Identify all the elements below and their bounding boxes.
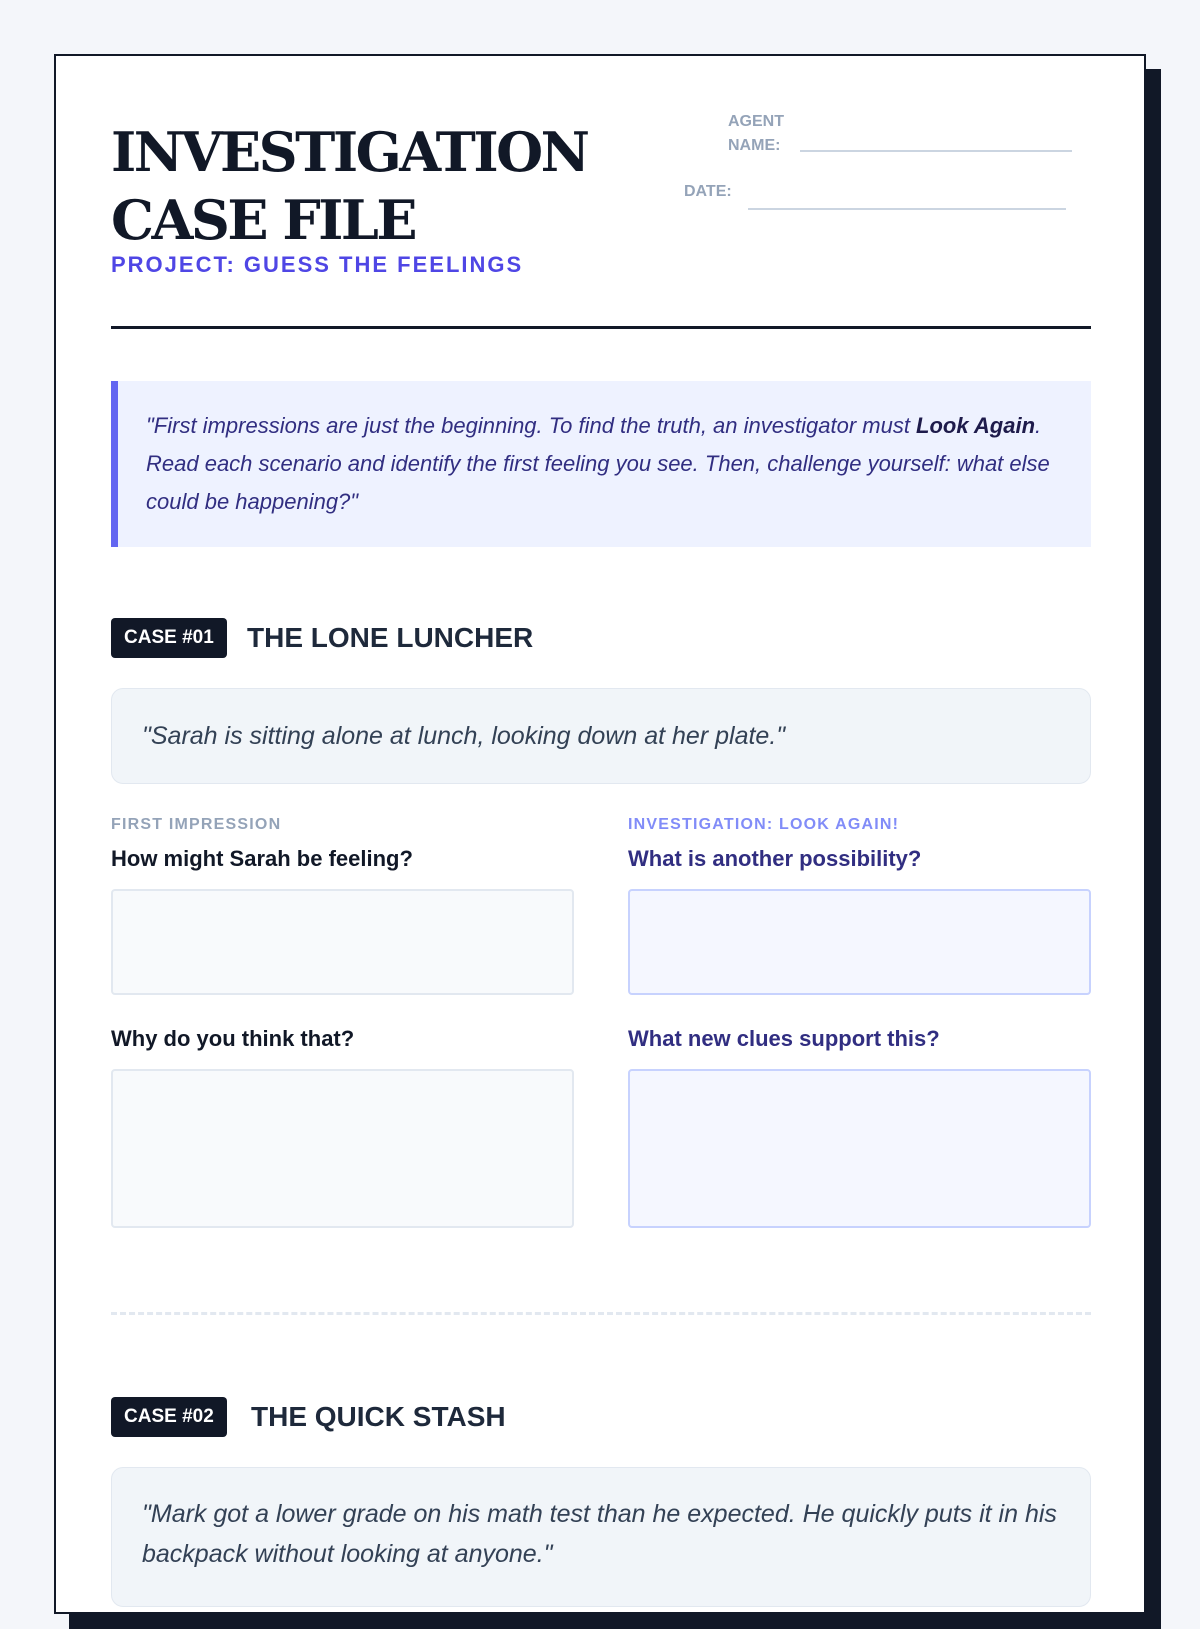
intro-emphasis: Look Again <box>916 413 1036 438</box>
agent-label-line-2: NAME: <box>728 137 781 154</box>
answer-box-why[interactable] <box>111 1069 574 1228</box>
header-divider <box>111 326 1091 329</box>
question-clues: What new clues support this? <box>628 1026 940 1051</box>
answer-box-feeling[interactable] <box>111 889 574 995</box>
case-badge: CASE #02 <box>111 1397 227 1437</box>
intro-quote <box>111 381 1091 547</box>
date-line[interactable] <box>748 208 1066 210</box>
answer-box-possibility[interactable] <box>628 889 1091 995</box>
look-again-label: INVESTIGATION: LOOK AGAIN! <box>628 816 900 833</box>
worksheet-page <box>54 54 1146 1614</box>
project-subtitle: PROJECT: GUESS THE FEELINGS <box>111 252 524 277</box>
title-line-2: CASE FILE <box>111 188 416 252</box>
case-badge: CASE #01 <box>111 618 227 658</box>
case-scenario: "Sarah is sitting alone at lunch, looking down at her plate." <box>111 688 1091 784</box>
question-why: Why do you think that? <box>111 1026 355 1051</box>
case-title: THE LONE LUNCHER <box>247 622 534 653</box>
agent-name-label <box>728 110 784 158</box>
case-title: THE QUICK STASH <box>251 1401 506 1432</box>
page-title <box>111 118 588 254</box>
date-label: DATE: <box>684 183 732 200</box>
agent-name-line[interactable] <box>800 150 1072 152</box>
intro-text-part-2: . Read each scenario and identify the first feeling you see. Then, challenge yourself: what else could be happening?" <box>146 413 1050 514</box>
title-line-1: INVESTIGATION <box>111 120 588 184</box>
question-possibility: What is another possibility? <box>628 846 922 871</box>
intro-text-part-1: "First impressions are just the beginning. To find the truth, an investigator must <box>146 413 917 438</box>
agent-label-line-1: AGENT <box>728 113 784 130</box>
answer-box-clues[interactable] <box>628 1069 1091 1228</box>
question-feeling: How might Sarah be feeling? <box>111 846 413 871</box>
case-divider <box>111 1312 1091 1315</box>
first-impression-label: FIRST IMPRESSION <box>111 816 282 833</box>
case-scenario: "Mark got a lower grade on his math test than he expected. He quickly puts it in his backpack without looking at anyone." <box>111 1467 1091 1607</box>
